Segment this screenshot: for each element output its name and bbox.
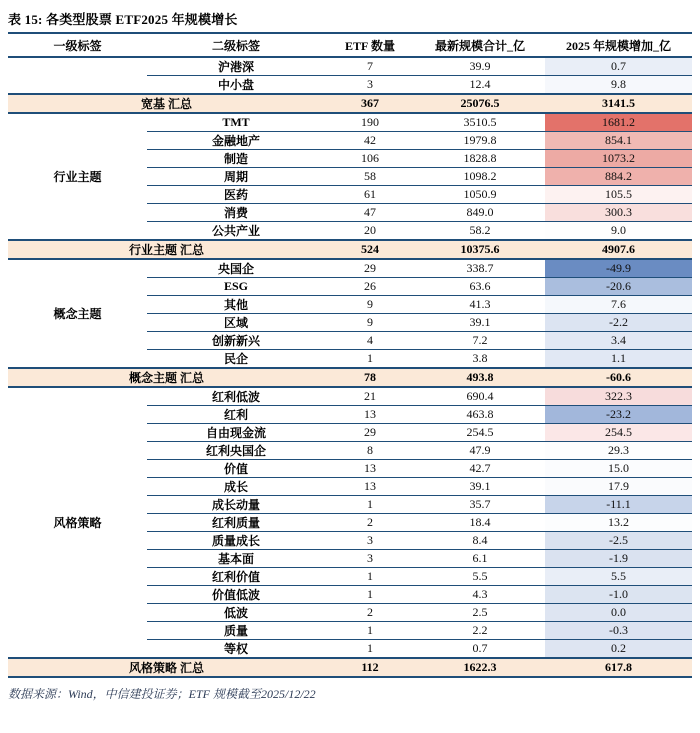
total-scale-cell: 35.7 xyxy=(415,496,545,514)
header-scale-change: 2025 年规模增加_亿 xyxy=(545,33,692,57)
etf-count-cell: 58 xyxy=(325,168,415,186)
summary-scale-change-cell: 4907.6 xyxy=(545,240,692,259)
etf-count-cell: 13 xyxy=(325,478,415,496)
etf-count-cell: 3 xyxy=(325,76,415,95)
scale-change-cell: 15.0 xyxy=(545,460,692,478)
row-label-cell: 质量 xyxy=(147,622,325,640)
scale-change-cell: 1073.2 xyxy=(545,150,692,168)
total-scale-cell: 254.5 xyxy=(415,424,545,442)
data-source-note: 数据来源：Wind，中信建投证券；ETF 规模截至2025/12/22 xyxy=(8,687,316,701)
row-label-cell: 基本面 xyxy=(147,550,325,568)
scale-change-cell: -0.3 xyxy=(545,622,692,640)
row-label-cell: 红利质量 xyxy=(147,514,325,532)
summary-etf-count-cell: 524 xyxy=(325,240,415,259)
total-scale-cell: 338.7 xyxy=(415,259,545,278)
row-label-cell: 红利低波 xyxy=(147,387,325,406)
etf-count-cell: 1 xyxy=(325,568,415,586)
summary-row xyxy=(8,94,692,113)
scale-change-cell: 1.1 xyxy=(545,350,692,369)
total-scale-cell: 0.7 xyxy=(415,640,545,659)
scale-change-cell: 254.5 xyxy=(545,424,692,442)
summary-scale-change-cell: 617.8 xyxy=(545,658,692,677)
summary-etf-count-cell: 112 xyxy=(325,658,415,677)
scale-change-cell: 0.0 xyxy=(545,604,692,622)
total-scale-cell: 3.8 xyxy=(415,350,545,369)
total-scale-cell: 39.1 xyxy=(415,478,545,496)
etf-count-cell: 61 xyxy=(325,186,415,204)
scale-change-cell: 105.5 xyxy=(545,186,692,204)
total-scale-cell: 1098.2 xyxy=(415,168,545,186)
etf-count-cell: 42 xyxy=(325,132,415,150)
row-label-cell: 中小盘 xyxy=(147,76,325,95)
total-scale-cell: 18.4 xyxy=(415,514,545,532)
scale-change-cell: 322.3 xyxy=(545,387,692,406)
etf-count-cell: 20 xyxy=(325,222,415,241)
row-label-cell: 成长 xyxy=(147,478,325,496)
header-level1-label: 一级标签 xyxy=(8,33,147,57)
etf-count-cell: 13 xyxy=(325,406,415,424)
data-row xyxy=(8,387,692,406)
total-scale-cell: 7.2 xyxy=(415,332,545,350)
row-label-cell: 等权 xyxy=(147,640,325,659)
total-scale-cell: 4.3 xyxy=(415,586,545,604)
scale-change-cell: 0.2 xyxy=(545,640,692,659)
summary-total-scale-cell: 10375.6 xyxy=(415,240,545,259)
etf-count-cell: 26 xyxy=(325,278,415,296)
row-label-cell: 价值低波 xyxy=(147,586,325,604)
summary-etf-count-cell: 78 xyxy=(325,368,415,387)
etf-count-cell: 13 xyxy=(325,460,415,478)
row-label-cell: 成长动量 xyxy=(147,496,325,514)
total-scale-cell: 463.8 xyxy=(415,406,545,424)
etf-count-cell: 21 xyxy=(325,387,415,406)
summary-label-cell: 行业主题 汇总 xyxy=(8,240,325,259)
scale-change-cell: 9.0 xyxy=(545,222,692,241)
scale-change-cell: 300.3 xyxy=(545,204,692,222)
row-label-cell: 消费 xyxy=(147,204,325,222)
data-row xyxy=(8,259,692,278)
row-label-cell: 公共产业 xyxy=(147,222,325,241)
header-total-scale: 最新规模合计_亿 xyxy=(415,33,545,57)
row-label-cell: 区域 xyxy=(147,314,325,332)
row-label-cell: 金融地产 xyxy=(147,132,325,150)
etf-count-cell: 7 xyxy=(325,57,415,76)
scale-change-cell: -11.1 xyxy=(545,496,692,514)
scale-change-cell: 13.2 xyxy=(545,514,692,532)
scale-change-cell: -2.5 xyxy=(545,532,692,550)
etf-count-cell: 8 xyxy=(325,442,415,460)
row-label-cell: 红利 xyxy=(147,406,325,424)
total-scale-cell: 39.1 xyxy=(415,314,545,332)
scale-change-cell: 17.9 xyxy=(545,478,692,496)
total-scale-cell: 41.3 xyxy=(415,296,545,314)
row-label-cell: 民企 xyxy=(147,350,325,369)
row-label-cell: 低波 xyxy=(147,604,325,622)
header-row xyxy=(8,33,692,57)
group-label-cell: 风格策略 xyxy=(8,387,147,658)
etf-count-cell: 3 xyxy=(325,532,415,550)
scale-change-cell: -2.2 xyxy=(545,314,692,332)
total-scale-cell: 1979.8 xyxy=(415,132,545,150)
total-scale-cell: 42.7 xyxy=(415,460,545,478)
row-label-cell: 医药 xyxy=(147,186,325,204)
header-level2-label: 二级标签 xyxy=(147,33,325,57)
scale-change-cell: 29.3 xyxy=(545,442,692,460)
summary-label-cell: 风格策略 汇总 xyxy=(8,658,325,677)
row-label-cell: 价值 xyxy=(147,460,325,478)
etf-count-cell: 47 xyxy=(325,204,415,222)
etf-growth-table xyxy=(8,32,692,678)
etf-count-cell: 1 xyxy=(325,586,415,604)
summary-row xyxy=(8,240,692,259)
scale-change-cell: 7.6 xyxy=(545,296,692,314)
summary-total-scale-cell: 493.8 xyxy=(415,368,545,387)
header-etf-count: ETF 数量 xyxy=(325,33,415,57)
etf-count-cell: 3 xyxy=(325,550,415,568)
summary-scale-change-cell: -60.6 xyxy=(545,368,692,387)
total-scale-cell: 12.4 xyxy=(415,76,545,95)
total-scale-cell: 2.2 xyxy=(415,622,545,640)
scale-change-cell: -20.6 xyxy=(545,278,692,296)
scale-change-cell: 1681.2 xyxy=(545,113,692,132)
summary-label-cell: 宽基 汇总 xyxy=(8,94,325,113)
summary-total-scale-cell: 1622.3 xyxy=(415,658,545,677)
etf-count-cell: 190 xyxy=(325,113,415,132)
etf-count-cell: 1 xyxy=(325,496,415,514)
data-row xyxy=(8,57,692,76)
total-scale-cell: 2.5 xyxy=(415,604,545,622)
scale-change-cell: 854.1 xyxy=(545,132,692,150)
etf-count-cell: 1 xyxy=(325,640,415,659)
summary-label-cell: 概念主题 汇总 xyxy=(8,368,325,387)
row-label-cell: ESG xyxy=(147,278,325,296)
scale-change-cell: 884.2 xyxy=(545,168,692,186)
etf-count-cell: 2 xyxy=(325,514,415,532)
etf-count-cell: 9 xyxy=(325,296,415,314)
total-scale-cell: 6.1 xyxy=(415,550,545,568)
table-title: 表 15: 各类型股票 ETF2025 年规模增长 xyxy=(8,12,238,27)
etf-count-cell: 1 xyxy=(325,350,415,369)
scale-change-cell: 9.8 xyxy=(545,76,692,95)
group-label-cell: 行业主题 xyxy=(8,113,147,240)
total-scale-cell: 849.0 xyxy=(415,204,545,222)
row-label-cell: 红利央国企 xyxy=(147,442,325,460)
total-scale-cell: 63.6 xyxy=(415,278,545,296)
total-scale-cell: 39.9 xyxy=(415,57,545,76)
group-label-cell xyxy=(8,57,147,94)
etf-count-cell: 9 xyxy=(325,314,415,332)
summary-row xyxy=(8,658,692,677)
total-scale-cell: 1828.8 xyxy=(415,150,545,168)
total-scale-cell: 8.4 xyxy=(415,532,545,550)
summary-row xyxy=(8,368,692,387)
summary-etf-count-cell: 367 xyxy=(325,94,415,113)
scale-change-cell: -23.2 xyxy=(545,406,692,424)
row-label-cell: 其他 xyxy=(147,296,325,314)
scale-change-cell: 3.4 xyxy=(545,332,692,350)
total-scale-cell: 1050.9 xyxy=(415,186,545,204)
row-label-cell: TMT xyxy=(147,113,325,132)
row-label-cell: 红利价值 xyxy=(147,568,325,586)
data-row xyxy=(8,113,692,132)
group-label-cell: 概念主题 xyxy=(8,259,147,368)
row-label-cell: 创新新兴 xyxy=(147,332,325,350)
etf-count-cell: 1 xyxy=(325,622,415,640)
scale-change-cell: 5.5 xyxy=(545,568,692,586)
row-label-cell: 自由现金流 xyxy=(147,424,325,442)
total-scale-cell: 3510.5 xyxy=(415,113,545,132)
row-label-cell: 周期 xyxy=(147,168,325,186)
row-label-cell: 央国企 xyxy=(147,259,325,278)
etf-count-cell: 2 xyxy=(325,604,415,622)
row-label-cell: 沪港深 xyxy=(147,57,325,76)
scale-change-cell: -1.9 xyxy=(545,550,692,568)
scale-change-cell: -49.9 xyxy=(545,259,692,278)
etf-count-cell: 29 xyxy=(325,259,415,278)
total-scale-cell: 58.2 xyxy=(415,222,545,241)
row-label-cell: 质量成长 xyxy=(147,532,325,550)
row-label-cell: 制造 xyxy=(147,150,325,168)
total-scale-cell: 47.9 xyxy=(415,442,545,460)
scale-change-cell: -1.0 xyxy=(545,586,692,604)
summary-scale-change-cell: 3141.5 xyxy=(545,94,692,113)
total-scale-cell: 5.5 xyxy=(415,568,545,586)
summary-total-scale-cell: 25076.5 xyxy=(415,94,545,113)
etf-count-cell: 4 xyxy=(325,332,415,350)
etf-count-cell: 106 xyxy=(325,150,415,168)
etf-count-cell: 29 xyxy=(325,424,415,442)
scale-change-cell: 0.7 xyxy=(545,57,692,76)
total-scale-cell: 690.4 xyxy=(415,387,545,406)
